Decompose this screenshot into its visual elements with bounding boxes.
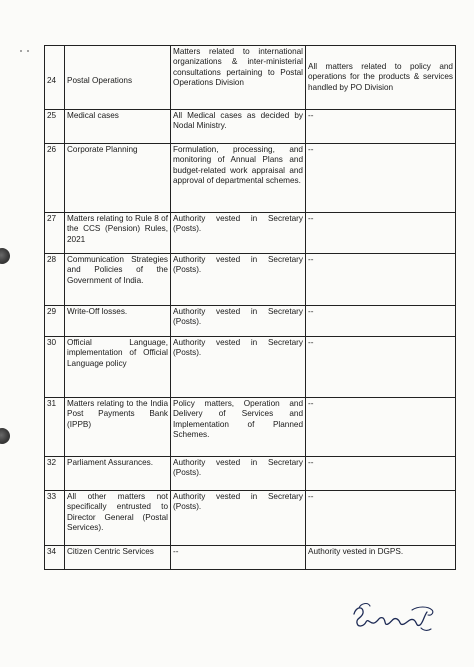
scan-speck [27,50,29,52]
authority-cell: Matters related to international organizations & inter-ministerial consultations pertaining to Postal Operations Division [171,46,306,110]
authority-cell: Policy matters, Operation and Delivery of Services and Implementation of Planned Schemes. [171,398,306,457]
subject-cell: Medical cases [65,110,171,144]
subject-cell: Corporate Planning [65,144,171,213]
subject-cell: Write-Off losses. [65,306,171,337]
delegation-cell: -- [306,306,456,337]
table-row [45,46,456,110]
table-row [45,491,456,546]
authority-cell: Authority vested in Secretary (Posts). [171,254,306,306]
delegation-cell: All matters related to policy and operations for the products & services handled by PO Division [306,46,456,110]
punch-hole-top [0,248,10,264]
row-number: 28 [45,254,65,306]
delegation-cell: -- [306,457,456,491]
delegation-cell: -- [306,144,456,213]
subject-cell: Parliament Assurances. [65,457,171,491]
table-row [45,110,456,144]
authority-cell: Authority vested in Secretary (Posts). [171,306,306,337]
delegation-cell: Authority vested in DGPS. [306,546,456,570]
table-row [45,213,456,254]
table-row [45,337,456,398]
delegation-cell: -- [306,398,456,457]
authority-cell: Authority vested in Secretary (Posts). [171,457,306,491]
punch-hole-bottom [0,428,10,444]
row-number: 34 [45,546,65,570]
row-number: 30 [45,337,65,398]
delegation-cell: -- [306,110,456,144]
table-row [45,457,456,491]
subject-cell: Matters relating to the India Post Payments Bank (IPPB) [65,398,171,457]
row-number: 25 [45,110,65,144]
delegation-cell: -- [306,213,456,254]
scan-speck [20,50,22,52]
table-row [45,546,456,570]
authority-cell: All Medical cases as decided by Nodal Ministry. [171,110,306,144]
row-number: 27 [45,213,65,254]
row-number: 29 [45,306,65,337]
row-number: 33 [45,491,65,546]
subject-cell: Communication Strategies and Policies of the Government of India. [65,254,171,306]
subject-cell: Citizen Centric Services [65,546,171,570]
table-row [45,306,456,337]
subject-cell: All other matters not specifically entrusted to Director General (Postal Services). [65,491,171,546]
authority-cell: -- [171,546,306,570]
table-row [45,144,456,213]
table-row [45,398,456,457]
subject-cell: Official Language, implementation of Official Language policy [65,337,171,398]
handwritten-signature [348,600,440,640]
authority-cell: Formulation, processing, and monitoring of Annual Plans and budget-related work appraisal and approval of departmental schemes. [171,144,306,213]
row-number: 32 [45,457,65,491]
authority-cell: Authority vested in Secretary (Posts). [171,337,306,398]
delegation-cell: -- [306,491,456,546]
delegation-cell: -- [306,254,456,306]
authority-cell: Authority vested in Secretary (Posts). [171,491,306,546]
row-number: 26 [45,144,65,213]
authority-cell: Authority vested in Secretary (Posts). [171,213,306,254]
row-number: 24 [45,46,65,110]
subject-cell: Matters relating to Rule 8 of the CCS (Pension) Rules, 2021 [65,213,171,254]
row-number: 31 [45,398,65,457]
subject-cell: Postal Operations [65,46,171,110]
delegation-table [44,45,456,570]
delegation-cell: -- [306,337,456,398]
table-row [45,254,456,306]
